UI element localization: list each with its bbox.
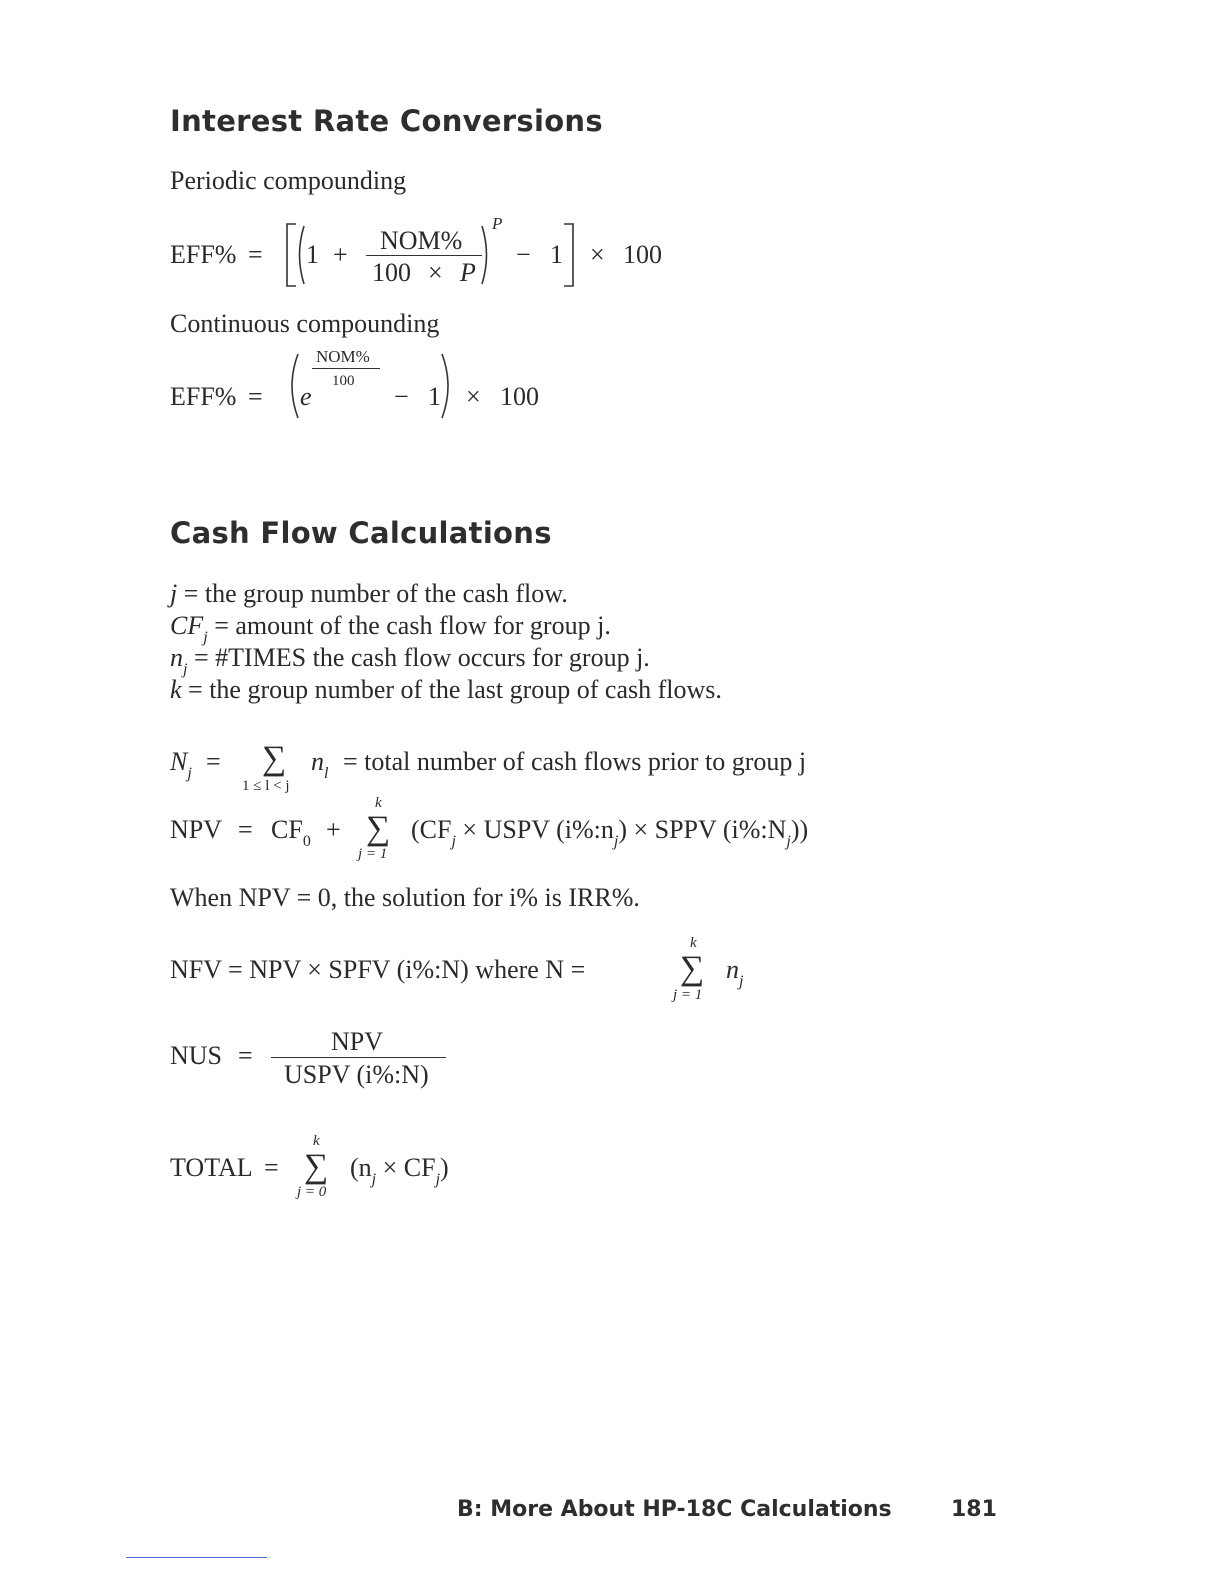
equals-sign: =	[248, 240, 263, 269]
equals-sign: =	[238, 1041, 253, 1070]
eff-label: EFF%	[170, 240, 237, 269]
nfv-text: NFV = NPV × SPFV (i%:N) where N =	[170, 955, 586, 984]
def-symbol: k	[170, 675, 182, 704]
exponent-numerator: NOM%	[316, 347, 370, 366]
plus-sign: +	[333, 240, 348, 269]
sum-lower-limit: j = 0	[297, 1184, 327, 1200]
def-symbol: CF	[170, 611, 204, 640]
times-sign: ×	[590, 240, 605, 269]
hundred-term: 100	[623, 240, 662, 269]
def-symbol: n	[170, 643, 183, 672]
def-cfj	[170, 611, 611, 646]
sum-lower-limit: j = 1	[358, 846, 388, 862]
equals-sign: =	[264, 1153, 279, 1182]
cf0-term: $CF_0$	[271, 815, 311, 850]
def-text: = the group number of the last group of cash flows.	[188, 675, 722, 704]
sigma-icon: ∑	[262, 740, 287, 777]
total-lhs: TOTAL	[170, 1153, 253, 1182]
fraction-bar	[366, 255, 482, 256]
nus-numerator: NPV	[331, 1027, 384, 1056]
sum-term: $n_j$	[726, 955, 744, 990]
footer-chapter-title: B: More About HP-18C Calculations	[457, 1497, 892, 1522]
plus-sign: +	[326, 815, 341, 844]
left-paren-icon	[286, 352, 300, 420]
times-sign-2: ×	[466, 382, 481, 411]
exponent-p: P	[492, 214, 503, 233]
sum-upper-limit: k	[375, 795, 382, 811]
right-paren-icon	[440, 352, 454, 420]
fraction-denominator-p: P	[460, 258, 476, 287]
minus-sign-2: −	[394, 382, 409, 411]
npv-lhs: NPV	[170, 815, 223, 844]
def-nj	[170, 643, 650, 678]
sigma-icon: ∑	[366, 810, 391, 847]
sigma-icon: ∑	[680, 950, 705, 987]
nus-lhs: NUS	[170, 1041, 223, 1070]
right-paren-icon	[480, 224, 492, 286]
def-symbol: j	[170, 579, 178, 608]
sigma-icon: ∑	[304, 1148, 329, 1185]
sum-upper-limit: k	[690, 935, 697, 951]
page-number: 181	[951, 1497, 997, 1522]
one-term-2: 1	[550, 240, 563, 269]
one-term-3: 1	[428, 382, 441, 411]
eff-label-2: EFF%	[170, 382, 237, 411]
equals-sign: =	[238, 815, 253, 844]
fraction-denominator-100: 100	[372, 258, 411, 287]
fraction-numerator: NOM%	[380, 226, 463, 255]
left-paren-icon	[294, 224, 306, 286]
equals-sign-2: =	[248, 382, 263, 411]
equals-sign: =	[206, 747, 221, 776]
hundred-term-2: 100	[500, 382, 539, 411]
def-subscript: j	[203, 629, 208, 646]
nus-fraction-bar	[271, 1057, 446, 1058]
nus-denominator: USPV (i%:N)	[284, 1060, 429, 1089]
continuous-compounding-label: Continuous compounding	[170, 309, 440, 338]
def-text: = #TIMES the cash flow occurs for group j.	[193, 643, 650, 672]
periodic-compounding-label: Periodic compounding	[170, 166, 407, 195]
npv-summand: ($CF_j$ × USPV $(i\%:n_j)$ × SPPV $(i\%:N_j)$)	[411, 815, 809, 850]
def-subscript: j	[183, 661, 188, 678]
nj-lhs: $N_j$	[170, 747, 192, 782]
section-title-interest-rate-conversions: Interest Rate Conversions	[170, 104, 603, 138]
sum-lower-limit: j = 1	[673, 987, 703, 1003]
one-term: 1	[306, 240, 319, 269]
total-summand: $(n_j \times CF_j)$	[350, 1153, 449, 1188]
def-text: = the group number of the cash flow.	[183, 579, 568, 608]
exponent-denominator: 100	[332, 373, 355, 389]
e-base: e	[300, 382, 312, 411]
def-k	[170, 675, 722, 705]
right-bracket-icon	[562, 222, 576, 288]
fraction-denominator-times: ×	[428, 258, 443, 287]
divider	[126, 1557, 267, 1558]
minus-sign: −	[516, 240, 531, 269]
exponent-fraction-bar	[312, 368, 380, 369]
sum-lower-limit: 1 ≤ l < j	[242, 778, 290, 794]
sum-upper-limit: k	[313, 1133, 320, 1149]
def-j	[170, 579, 568, 609]
sum-term: $n_l$	[311, 747, 329, 782]
nj-description: = total number of cash flows prior to group j	[343, 747, 807, 776]
irr-note: When NPV = 0, the solution for i% is IRR%.	[170, 883, 640, 912]
def-text: = amount of the cash flow for group j.	[214, 611, 611, 640]
section-title-cash-flow-calculations: Cash Flow Calculations	[170, 516, 552, 550]
